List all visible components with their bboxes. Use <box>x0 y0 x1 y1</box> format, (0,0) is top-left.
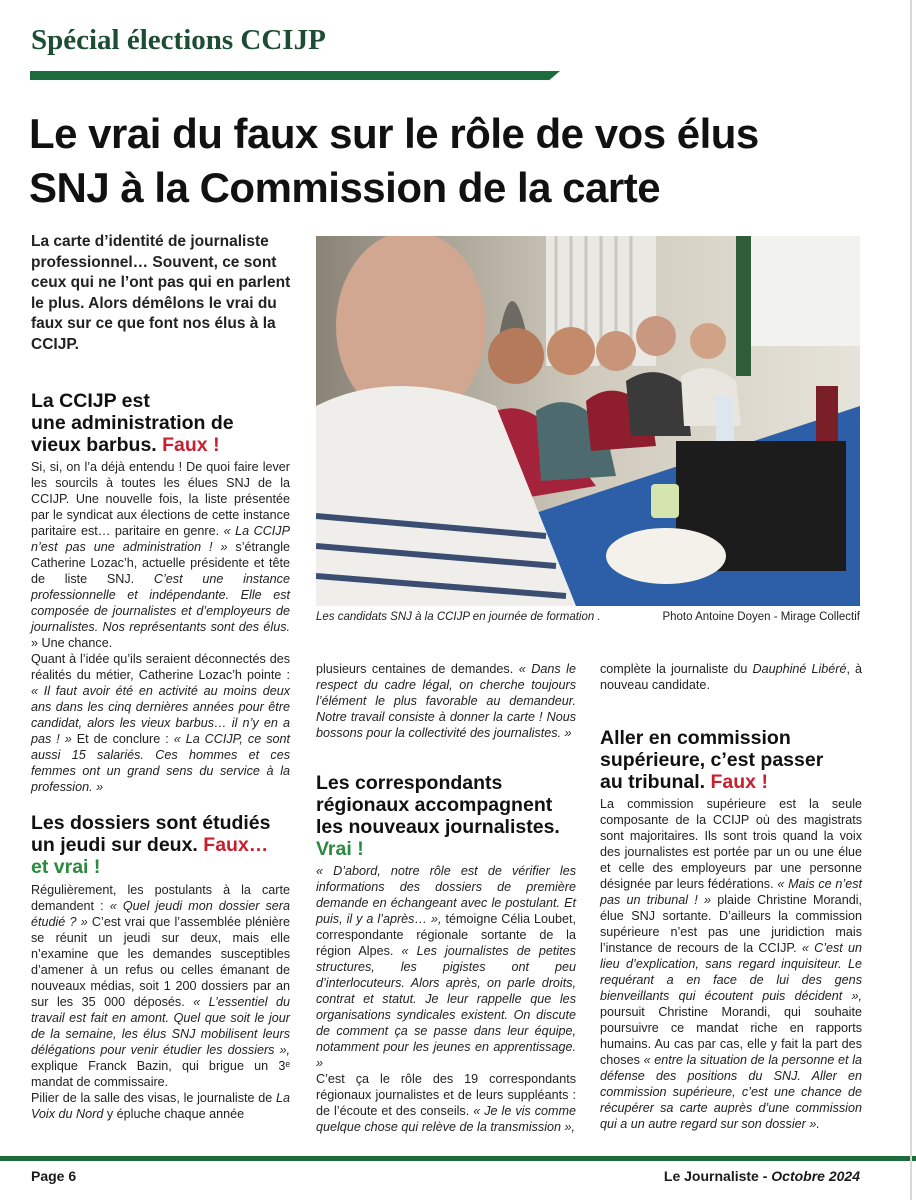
sec2-paragraph-2 <box>31 1090 290 1122</box>
sec4-p1e: poursuit Christine Morandi, qui souhaite poursuivre ce mandat riche en rapports humains. Au cas par cas, elle y fait la part des choses <box>600 1005 862 1067</box>
sec4-p1a: La commission supérieure est la seule composante de la CCIJP où des magistrats sont majoritaires. Ils sont trois quand la voix des journalistes est portée par un ou une élue et celle des employeurs par une personne désignée par leurs fédérations. <box>600 797 862 891</box>
sec1-heading-line2: une administration de <box>31 412 234 434</box>
col3-pb: Dauphiné Libéré <box>752 662 847 676</box>
sec1-p2b: « Il faut avoir été en activité au moins deux ans dans les cinq dernières années pour être candidat, alors les vieux barbus… il n’y en a pas ! » <box>31 684 290 746</box>
sec4-paragraph-1 <box>600 796 862 1132</box>
sec1-p1e: » Une chance. <box>31 636 113 650</box>
sec2-text <box>31 882 290 1122</box>
col3-pc: , à nouveau candidate. <box>600 662 862 692</box>
sec3-heading-line2: régionaux accompagnent <box>316 794 553 816</box>
col2-pb: « Dans le respect du cadre légal, on cherche toujours l’élément le plus favorable au demandeur. Notre travail consiste à donner la carte ! Nous bossons pour la collectivité des journalistes. » <box>316 662 576 740</box>
headline <box>29 107 889 215</box>
sec3-p2b: « Je le vis comme quelque chose qui relève de la transmission », <box>316 1104 576 1134</box>
sec1-p1c: s’étrangle Catherine Lozac’h, actuelle présidente et tête de liste SNJ. <box>31 540 290 586</box>
sec2-p1d: « L’essentiel du travail est fait en amont. Quel que soit le jour de la semaine, les élus SNJ mobilisent leurs délégations pour venir étudier les dossiers », <box>31 995 290 1057</box>
footer-rule <box>0 1156 916 1161</box>
sec3-text <box>316 863 576 1135</box>
sec3-paragraph-2 <box>316 1071 576 1135</box>
headline-line-2: SNJ à la Commission de la carte <box>29 164 661 211</box>
footer-date: Octobre 2024 <box>771 1168 860 1184</box>
sec2-heading-line2 <box>31 834 301 856</box>
sec1-p2a: Quant à l’idée qu’ils seraient déconnectés des réalités du métier, Catherine Lozac’h pointe : <box>31 652 290 682</box>
sec2-heading <box>31 812 301 878</box>
footer-publication <box>664 1168 860 1184</box>
sec1-p1b: « La CCIJP n’est pas une administration ! » <box>31 524 291 554</box>
sec3-heading-line3: les nouveaux journalistes. <box>316 816 560 838</box>
sec1-heading-line3-text: vieux barbus. <box>31 434 157 456</box>
sec3-p1a: « D’abord, notre rôle est de vérifier les informations des dossiers de première demande en échangeant avec le postulant. Et puis, il y a l’après… », <box>316 864 576 926</box>
footer-publication-name: Le Journaliste - <box>663 1168 768 1184</box>
sec3-heading <box>316 772 591 860</box>
page-edge <box>910 0 912 1200</box>
sec1-p2d: « La CCIJP, ce sont aussi 15 salariés. Ces hommes et ces femmes ont un grand sens du service à la profession. » <box>31 732 291 794</box>
sec4-heading-line3 <box>600 771 870 793</box>
col3-pa: complète la journaliste du <box>600 662 748 676</box>
sec2-heading-line2-text: un jeudi sur deux. <box>31 834 198 856</box>
headline-line-1: Le vrai du faux sur le rôle de vos élus <box>29 110 759 157</box>
sec2-p1e: explique Franck Bazin, qui brigue un 3ᵉ mandat de commissaire. <box>31 1059 290 1089</box>
sec1-p1a: Si, si, on l’a déjà entendu ! De quoi faire lever les sourcils à toutes les élues SNJ de la CCIJP. Une nouvelle fois, la liste présentée par le syndicat aux élections de cette instance paritaire est… paritaire en genre. <box>31 460 290 538</box>
sec2-p1b: « Quel jeudi mon dossier sera étudié ? » <box>31 899 290 929</box>
sec2-verdict-2: et vrai ! <box>31 856 101 878</box>
col3-paragraph <box>600 661 862 693</box>
sec1-verdict: Faux ! <box>162 434 220 456</box>
sec2-p2a: Pilier de la salle des visas, le journaliste de <box>31 1091 273 1105</box>
sec2-p2c: y épluche chaque année <box>106 1107 245 1121</box>
sec3-verdict: Vrai ! <box>316 838 364 860</box>
sec2-verdict-1: Faux… <box>203 834 269 856</box>
photo-illustration <box>316 236 860 606</box>
sec2-p1a: Régulièrement, les postulants à la carte demandent : <box>31 883 290 913</box>
col3-continuation <box>600 661 862 693</box>
lede: La carte d’identité de journaliste professionnel… Souvent, ce sont ceux qui ne l’ont pas qui en parlent le plus. Alors démêlons le vrai du faux sur ce que font nos élus à la CCIJP. <box>31 233 291 353</box>
sec4-verdict: Faux ! <box>710 771 768 793</box>
sec4-p1c: plaide Christine Morandi, élue SNJ sortante. D’ailleurs la commission supérieure n’est pas une juridiction mais l’instance de recours de la CCIJP. <box>600 893 862 955</box>
sec2-p2b: La Voix du Nord <box>31 1091 291 1121</box>
sec4-heading <box>600 727 870 793</box>
col2-continuation <box>316 661 576 741</box>
sec2-p1c: C’est vrai que l’assemblée plénière se réunit un jeudi sur deux, mais elle n’examine que les demandes susceptibles d’amener à un refus ou celles émanant de nouveaux médias, soit 1 200 dossiers par an sur les 35 000 déposés. <box>31 915 291 1009</box>
sec4-p1b: « Mais ce n’est pas un tribunal ! » <box>600 877 863 907</box>
sec3-p1b: témoigne Célia Loubet, correspondante régionale sortante de la région Alpes. <box>316 912 576 958</box>
sec4-heading-line2: supérieure, c’est passer <box>600 749 824 771</box>
sec1-text <box>31 459 290 795</box>
sec2-paragraph-1 <box>31 882 290 1090</box>
sec1-p1d: C’est une instance professionnelle et indépendante. Elle est composée de journalistes et d’employeurs de journalistes. Nos représentants sont des élus. <box>31 572 290 634</box>
sec3-p1c: « Les journalistes de petites structures, les pigistes ont peu d’interlocuteurs. Alors après, on parle droits, contrat et statut. Je leur rappelle que les organisations syndicales existent. On discute de comment ça se passe dans leur équipe, notamment pour les jeunes en apprentissage. » <box>316 944 576 1070</box>
sec1-heading-line1: La CCIJP est <box>31 390 150 412</box>
section-tag: Spécial élections CCIJP <box>31 24 326 56</box>
col2-paragraph <box>316 661 576 741</box>
sec4-p1f: « entre la situation de la personne et la défense des positions du SNJ. Aller en commission supérieure, c’est une chance de récupérer sa carte auprès d’une commission qui a un autre regard sur son dossier ». <box>600 1053 862 1131</box>
page-number: Page 6 <box>31 1168 77 1184</box>
sec1-p2c: Et de conclure : <box>76 732 169 746</box>
sec4-p1d: « C’est un lieu d’explication, sans regard inquisiteur. Le requérant a en face de lui des gens bienveillants qui écoutent puis décident », <box>600 941 863 1003</box>
photo <box>316 236 860 606</box>
sec4-heading-line1: Aller en commission <box>600 727 791 749</box>
sec1-heading <box>31 390 301 456</box>
sec4-heading-line3-text: au tribunal. <box>600 771 706 793</box>
sec1-paragraph-2 <box>31 651 290 795</box>
sec1-heading-line3 <box>31 434 301 456</box>
sec3-p2a: C’est ça le rôle des 19 correspondants régionaux journalistes et de leurs suppléants : de l’écoute et des conseils. <box>316 1072 576 1118</box>
sec2-heading-line1: Les dossiers sont étudiés <box>31 812 271 834</box>
sec4-text <box>600 796 862 1132</box>
sec3-paragraph-1 <box>316 863 576 1071</box>
photo-caption-row <box>316 611 860 623</box>
col2-pa: plusieurs centaines de demandes. <box>316 662 514 676</box>
photo-caption: Les candidats SNJ à la CCIJP en journée de formation . <box>316 611 601 623</box>
section-rule <box>30 71 560 80</box>
photo-credit: Photo Antoine Doyen - Mirage Collectif <box>662 611 860 623</box>
sec3-heading-line1: Les correspondants <box>316 772 503 794</box>
sec1-paragraph-1 <box>31 459 290 651</box>
